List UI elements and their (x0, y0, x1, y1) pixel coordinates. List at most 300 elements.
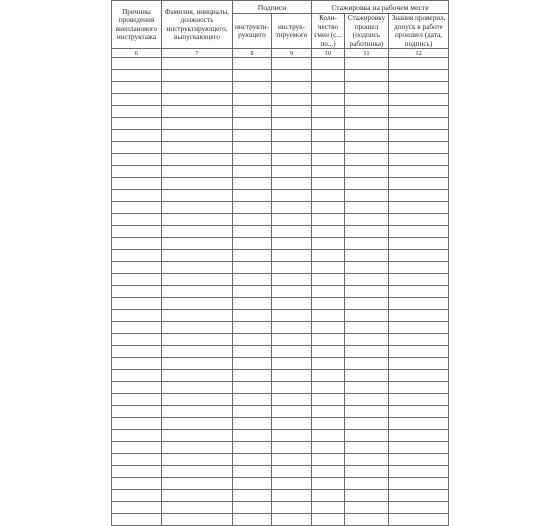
table-cell (345, 322, 389, 334)
table-row (112, 190, 449, 202)
table-row (112, 466, 449, 478)
table-cell (233, 70, 272, 82)
table-row (112, 130, 449, 142)
header-trainee-signature: инструк-тируемого (272, 14, 312, 49)
table-cell (162, 370, 233, 382)
table-cell (233, 514, 272, 526)
table-cell (112, 466, 162, 478)
table-cell (233, 310, 272, 322)
table-cell (112, 190, 162, 202)
table-cell (312, 346, 345, 358)
table-cell (233, 478, 272, 490)
table-cell (272, 286, 312, 298)
table-cell (233, 202, 272, 214)
table-row (112, 154, 449, 166)
table-cell (345, 430, 389, 442)
table-cell (272, 154, 312, 166)
table-cell (312, 334, 345, 346)
table-cell (312, 286, 345, 298)
table-cell (312, 274, 345, 286)
table-cell (272, 310, 312, 322)
table-header (112, 1, 449, 58)
table-cell (312, 238, 345, 250)
table-cell (112, 406, 162, 418)
table-cell (345, 202, 389, 214)
table-cell (112, 490, 162, 502)
table-cell (112, 454, 162, 466)
table-cell (112, 478, 162, 490)
table-cell (312, 454, 345, 466)
table-cell (312, 250, 345, 262)
table-cell (162, 298, 233, 310)
table-row (112, 202, 449, 214)
table-cell (112, 202, 162, 214)
table-cell (389, 358, 449, 370)
table-row (112, 106, 449, 118)
table-cell (272, 202, 312, 214)
header-reasons-unscheduled-briefing: Причины проведения внепланового инструктажа (112, 1, 162, 49)
table-cell (233, 334, 272, 346)
table-cell (389, 382, 449, 394)
table-row (112, 310, 449, 322)
table-cell (312, 106, 345, 118)
table-cell (162, 262, 233, 274)
table-cell (162, 466, 233, 478)
table-row (112, 70, 449, 82)
column-number: 12 (389, 49, 449, 58)
table-cell (272, 130, 312, 142)
table-cell (112, 394, 162, 406)
table-cell (233, 298, 272, 310)
table-cell (345, 262, 389, 274)
table-cell (312, 394, 345, 406)
table-row (112, 118, 449, 130)
table-cell (162, 418, 233, 430)
table-row (112, 58, 449, 70)
table-cell (112, 418, 162, 430)
table-row (112, 250, 449, 262)
table-cell (233, 322, 272, 334)
table-cell (162, 394, 233, 406)
table-cell (389, 454, 449, 466)
header-signatures: Подписи (233, 1, 312, 14)
table-row (112, 166, 449, 178)
table-cell (389, 70, 449, 82)
table-cell (312, 322, 345, 334)
table-cell (112, 238, 162, 250)
column-number: 9 (272, 49, 312, 58)
table-cell (272, 262, 312, 274)
table-cell (312, 214, 345, 226)
table-cell (233, 466, 272, 478)
table-cell (312, 442, 345, 454)
table-cell (112, 226, 162, 238)
table-cell (345, 94, 389, 106)
table-row (112, 490, 449, 502)
table-cell (233, 238, 272, 250)
table-cell (345, 382, 389, 394)
table-cell (233, 418, 272, 430)
column-number: 7 (162, 49, 233, 58)
table-cell (272, 334, 312, 346)
table-cell (162, 190, 233, 202)
column-number: 6 (112, 49, 162, 58)
table-cell (389, 394, 449, 406)
table-cell (345, 358, 389, 370)
table-cell (312, 406, 345, 418)
table-cell (162, 334, 233, 346)
table-cell (233, 370, 272, 382)
table-cell (112, 298, 162, 310)
table-cell (389, 514, 449, 526)
table-cell (312, 418, 345, 430)
table-cell (233, 490, 272, 502)
table-cell (272, 118, 312, 130)
table-cell (312, 478, 345, 490)
table-row (112, 298, 449, 310)
table-cell (312, 430, 345, 442)
table-cell (345, 310, 389, 322)
table-cell (162, 382, 233, 394)
table-cell (345, 514, 389, 526)
table-cell (112, 118, 162, 130)
table-cell (162, 106, 233, 118)
table-cell (389, 202, 449, 214)
table-cell (112, 322, 162, 334)
table-cell (389, 418, 449, 430)
table-row (112, 322, 449, 334)
table-cell (389, 466, 449, 478)
table-cell (272, 58, 312, 70)
header-knowledge-checked: Знания проверил, допуск к работе произвел (дата, подпись) (389, 14, 449, 49)
table-cell (312, 190, 345, 202)
table-cell (112, 214, 162, 226)
table-cell (162, 130, 233, 142)
table-cell (112, 370, 162, 382)
table-cell (272, 70, 312, 82)
table-cell (112, 334, 162, 346)
table-row (112, 226, 449, 238)
table-cell (312, 226, 345, 238)
table-cell (272, 166, 312, 178)
table-cell (233, 346, 272, 358)
table-cell (233, 214, 272, 226)
table-cell (162, 142, 233, 154)
table-cell (345, 454, 389, 466)
table-row (112, 430, 449, 442)
table-cell (312, 514, 345, 526)
table-cell (389, 238, 449, 250)
table-cell (345, 298, 389, 310)
table-cell (389, 490, 449, 502)
table-cell (162, 514, 233, 526)
table-cell (112, 382, 162, 394)
table-cell (345, 82, 389, 94)
table-cell (162, 430, 233, 442)
table-cell (345, 142, 389, 154)
table-cell (345, 130, 389, 142)
table-cell (389, 262, 449, 274)
table-cell (162, 214, 233, 226)
table-cell (389, 274, 449, 286)
table-cell (112, 262, 162, 274)
table-cell (345, 166, 389, 178)
table-cell (233, 358, 272, 370)
table-cell (233, 118, 272, 130)
table-cell (272, 226, 312, 238)
table-cell (345, 238, 389, 250)
table-cell (162, 118, 233, 130)
table-cell (233, 94, 272, 106)
table-cell (233, 394, 272, 406)
table-cell (345, 286, 389, 298)
table-cell (312, 166, 345, 178)
table-cell (345, 154, 389, 166)
table-cell (162, 310, 233, 322)
table-cell (312, 58, 345, 70)
table-cell (112, 346, 162, 358)
table-cell (233, 190, 272, 202)
table-cell (112, 106, 162, 118)
table-cell (389, 178, 449, 190)
table-cell (345, 70, 389, 82)
table-cell (233, 178, 272, 190)
table-cell (233, 130, 272, 142)
table-cell (389, 214, 449, 226)
table-cell (345, 214, 389, 226)
table-cell (233, 262, 272, 274)
table-row (112, 406, 449, 418)
table-row (112, 418, 449, 430)
table-cell (112, 130, 162, 142)
table-cell (162, 202, 233, 214)
table-cell (389, 430, 449, 442)
table-cell (272, 394, 312, 406)
table-cell (312, 130, 345, 142)
table-cell (112, 94, 162, 106)
table-cell (345, 418, 389, 430)
table-cell (272, 382, 312, 394)
table-cell (389, 478, 449, 490)
table-cell (389, 406, 449, 418)
table-cell (162, 478, 233, 490)
table-cell (112, 70, 162, 82)
table-row (112, 442, 449, 454)
table-cell (345, 58, 389, 70)
table-cell (345, 226, 389, 238)
table-body (112, 58, 449, 526)
table-cell (272, 478, 312, 490)
table-cell (345, 370, 389, 382)
table-cell (233, 250, 272, 262)
table-row (112, 514, 449, 526)
table-cell (162, 346, 233, 358)
table-cell (389, 226, 449, 238)
table-cell (233, 154, 272, 166)
column-number: 8 (233, 49, 272, 58)
table-row (112, 478, 449, 490)
table-cell (162, 250, 233, 262)
table-cell (312, 118, 345, 130)
column-number: 11 (345, 49, 389, 58)
table-cell (112, 154, 162, 166)
table-cell (272, 358, 312, 370)
table-row (112, 178, 449, 190)
table-cell (389, 106, 449, 118)
table-cell (345, 442, 389, 454)
table-cell (272, 430, 312, 442)
table-cell (272, 214, 312, 226)
table-cell (345, 490, 389, 502)
table-cell (389, 130, 449, 142)
table-cell (345, 406, 389, 418)
table-cell (312, 262, 345, 274)
table-cell (162, 406, 233, 418)
table-row (112, 358, 449, 370)
table-row (112, 394, 449, 406)
table-cell (112, 250, 162, 262)
table-cell (312, 310, 345, 322)
table-cell (162, 70, 233, 82)
table-cell (162, 58, 233, 70)
table-row (112, 142, 449, 154)
table-cell (162, 238, 233, 250)
table-row (112, 334, 449, 346)
table-cell (233, 142, 272, 154)
table-cell (272, 322, 312, 334)
table-cell (233, 406, 272, 418)
table-cell (112, 430, 162, 442)
table-cell (233, 286, 272, 298)
table-cell (312, 82, 345, 94)
table-cell (389, 94, 449, 106)
table-cell (112, 286, 162, 298)
table-cell (272, 418, 312, 430)
table-cell (272, 190, 312, 202)
table-cell (312, 382, 345, 394)
table-cell (112, 142, 162, 154)
table-cell (389, 190, 449, 202)
table-cell (312, 298, 345, 310)
table-cell (233, 58, 272, 70)
table-cell (162, 82, 233, 94)
table-cell (112, 274, 162, 286)
table-cell (162, 94, 233, 106)
table-cell (162, 178, 233, 190)
table-cell (312, 178, 345, 190)
table-cell (389, 166, 449, 178)
table-cell (312, 142, 345, 154)
table-cell (162, 274, 233, 286)
table-cell (272, 178, 312, 190)
table-cell (345, 274, 389, 286)
table-row (112, 82, 449, 94)
journal-table (111, 0, 449, 526)
table-cell (272, 466, 312, 478)
table-cell (389, 310, 449, 322)
table-cell (272, 298, 312, 310)
column-number: 10 (312, 49, 345, 58)
table-cell (345, 466, 389, 478)
table-cell (272, 514, 312, 526)
table-cell (162, 490, 233, 502)
table-cell (389, 154, 449, 166)
table-cell (162, 154, 233, 166)
table-cell (162, 454, 233, 466)
table-cell (272, 406, 312, 418)
table-cell (112, 442, 162, 454)
table-cell (272, 370, 312, 382)
table-cell (389, 286, 449, 298)
table-cell (162, 226, 233, 238)
table-cell (233, 274, 272, 286)
table-cell (312, 154, 345, 166)
table-row (112, 454, 449, 466)
table-cell (272, 490, 312, 502)
table-row (112, 238, 449, 250)
table-cell (389, 250, 449, 262)
table-cell (162, 358, 233, 370)
table-cell (389, 82, 449, 94)
table-cell (389, 370, 449, 382)
table-cell (312, 94, 345, 106)
table-cell (233, 106, 272, 118)
table-cell (233, 382, 272, 394)
table-cell (272, 82, 312, 94)
table-row (112, 346, 449, 358)
header-instructor-name-position: Фамилия, инициалы, должность инструктирующего, выпускающего (162, 1, 233, 49)
table-cell (112, 514, 162, 526)
table-cell (312, 358, 345, 370)
header-internship-completed: Стажировку прошел (подпись работника) (345, 14, 389, 49)
table-cell (272, 250, 312, 262)
table-cell (312, 466, 345, 478)
table-cell (389, 442, 449, 454)
table-cell (112, 82, 162, 94)
table-cell (112, 310, 162, 322)
table-row (112, 94, 449, 106)
table-cell (312, 490, 345, 502)
header-workplace-internship: Стажировка на рабочем месте (312, 1, 449, 14)
table-cell (162, 286, 233, 298)
table-cell (345, 346, 389, 358)
table-cell (389, 298, 449, 310)
table-cell (389, 58, 449, 70)
table-cell (272, 238, 312, 250)
table-cell (389, 118, 449, 130)
table-cell (389, 334, 449, 346)
column-number-row (112, 49, 449, 58)
table-cell (345, 250, 389, 262)
table-cell (272, 142, 312, 154)
table-cell (233, 82, 272, 94)
table-cell (312, 202, 345, 214)
table-cell (233, 442, 272, 454)
table-cell (389, 142, 449, 154)
table-cell (272, 274, 312, 286)
table-cell (233, 226, 272, 238)
table-cell (345, 190, 389, 202)
table-cell (312, 370, 345, 382)
table-row (112, 274, 449, 286)
table-cell (345, 394, 389, 406)
table-cell (162, 166, 233, 178)
table-cell (112, 178, 162, 190)
table-row (112, 370, 449, 382)
header-instructor-signature: инструкти-рующего (233, 14, 272, 49)
table-cell (345, 118, 389, 130)
table-cell (272, 454, 312, 466)
